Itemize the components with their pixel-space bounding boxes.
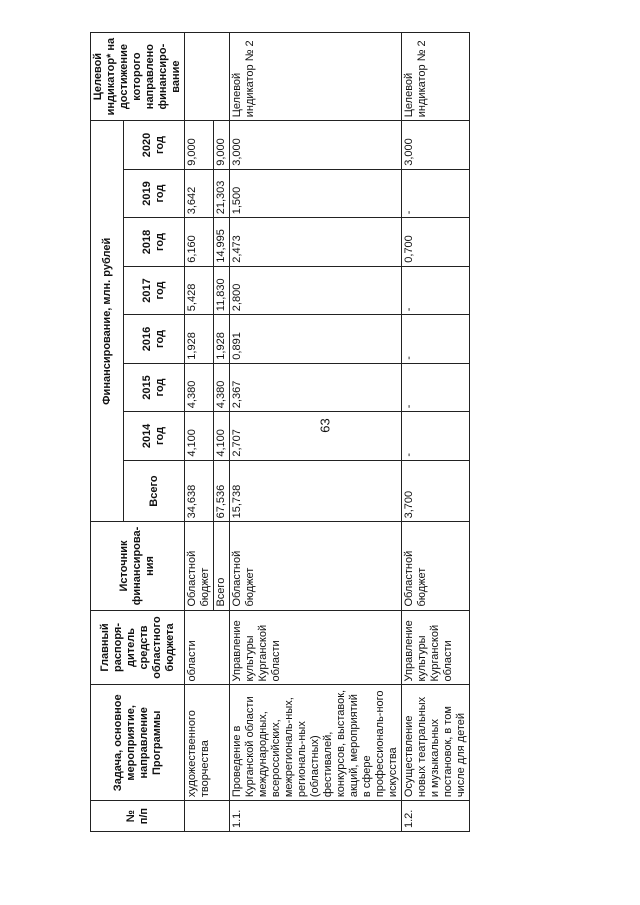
header-task: Задача, основное мероприятие, направление Программы <box>91 685 185 801</box>
cell-num: 1.2. <box>402 801 470 832</box>
cell-2014: - <box>402 412 470 460</box>
cell-2017: - <box>402 266 470 314</box>
cell-2014: 4,100 <box>214 412 230 460</box>
cell-2014: 2,707 <box>230 412 402 460</box>
table-row <box>230 33 402 832</box>
cell-total: 3,700 <box>402 460 470 522</box>
header-target: Целевой индикатор* на достижение которого направлено финансиро-вание <box>91 33 185 121</box>
header-num: № п/п <box>91 801 185 832</box>
cell-2019: - <box>402 169 470 217</box>
cell-manager: области <box>185 610 230 685</box>
table-row <box>185 33 214 832</box>
cell-2016: 1,928 <box>185 315 214 363</box>
cell-2020: 3,000 <box>402 121 470 170</box>
header-financing: Финансирование, млн. рублей <box>91 121 124 522</box>
cell-num <box>185 801 230 832</box>
cell-2019: 21,303 <box>214 169 230 217</box>
cell-source: Областной бюджет <box>230 522 402 610</box>
header-year-2015: 2015 год <box>124 363 185 411</box>
cell-2015: - <box>402 363 470 411</box>
cell-2016: 0,891 <box>230 315 402 363</box>
cell-2020: 9,000 <box>214 121 230 170</box>
cell-2020: 9,000 <box>185 121 214 170</box>
cell-2017: 5,428 <box>185 266 214 314</box>
cell-task: художественного творчества <box>185 685 230 801</box>
cell-2018: 6,160 <box>185 218 214 266</box>
cell-2017: 11,830 <box>214 266 230 314</box>
cell-source: Областной бюджет <box>185 522 214 610</box>
cell-target: Целевой индикатор № 2 <box>402 33 470 121</box>
cell-target: Целевой индикатор № 2 <box>230 33 402 121</box>
cell-2018: 14,995 <box>214 218 230 266</box>
cell-2017: 2,800 <box>230 266 402 314</box>
cell-2014: 4,100 <box>185 412 214 460</box>
header-year-2018: 2018 год <box>124 218 185 266</box>
cell-task: Проведение в Курганской области международных, всероссийских, межрегиональ-ных, региональ-ных (областных) фестивалей, конкурсов, выставок, акций, мероприятий в сфере профессиональ-ного искусства <box>230 685 402 801</box>
cell-total: 34,638 <box>185 460 214 522</box>
header-year-2014: 2014 год <box>124 412 185 460</box>
header-total: Всего <box>124 460 185 522</box>
page-number: 63 <box>317 418 333 433</box>
header-year-2020: 2020 год <box>124 121 185 170</box>
cell-2018: 0,700 <box>402 218 470 266</box>
cell-manager: Управление культуры Курганской области <box>402 610 470 685</box>
cell-source: Всего <box>214 522 230 610</box>
cell-2015: 4,380 <box>214 363 230 411</box>
header-year-2017: 2017 год <box>124 266 185 314</box>
cell-2020: 3,000 <box>230 121 402 170</box>
header-year-2016: 2016 год <box>124 315 185 363</box>
table-row <box>402 33 470 832</box>
cell-manager: Управление культуры Курганской области <box>230 610 402 685</box>
financing-table <box>90 32 470 832</box>
header-source: Источник финансирова-ния <box>91 522 185 610</box>
cell-total: 67,536 <box>214 460 230 522</box>
cell-2018: 2,473 <box>230 218 402 266</box>
cell-num: 1.1. <box>230 801 402 832</box>
header-manager: Главный распоря-дитель средств областного бюджета <box>91 610 185 685</box>
cell-source: Областной бюджет <box>402 522 470 610</box>
cell-total: 15,738 <box>230 460 402 522</box>
cell-2016: 1,928 <box>214 315 230 363</box>
cell-target <box>185 33 230 121</box>
header-year-2019: 2019 год <box>124 169 185 217</box>
cell-2015: 4,380 <box>185 363 214 411</box>
cell-2019: 3,642 <box>185 169 214 217</box>
financing-table-container <box>90 32 530 832</box>
cell-2016: - <box>402 315 470 363</box>
cell-2015: 2,367 <box>230 363 402 411</box>
cell-2019: 1,500 <box>230 169 402 217</box>
cell-task: Осуществление новых театральных и музыкальных постановок, в том числе для детей <box>402 685 470 801</box>
